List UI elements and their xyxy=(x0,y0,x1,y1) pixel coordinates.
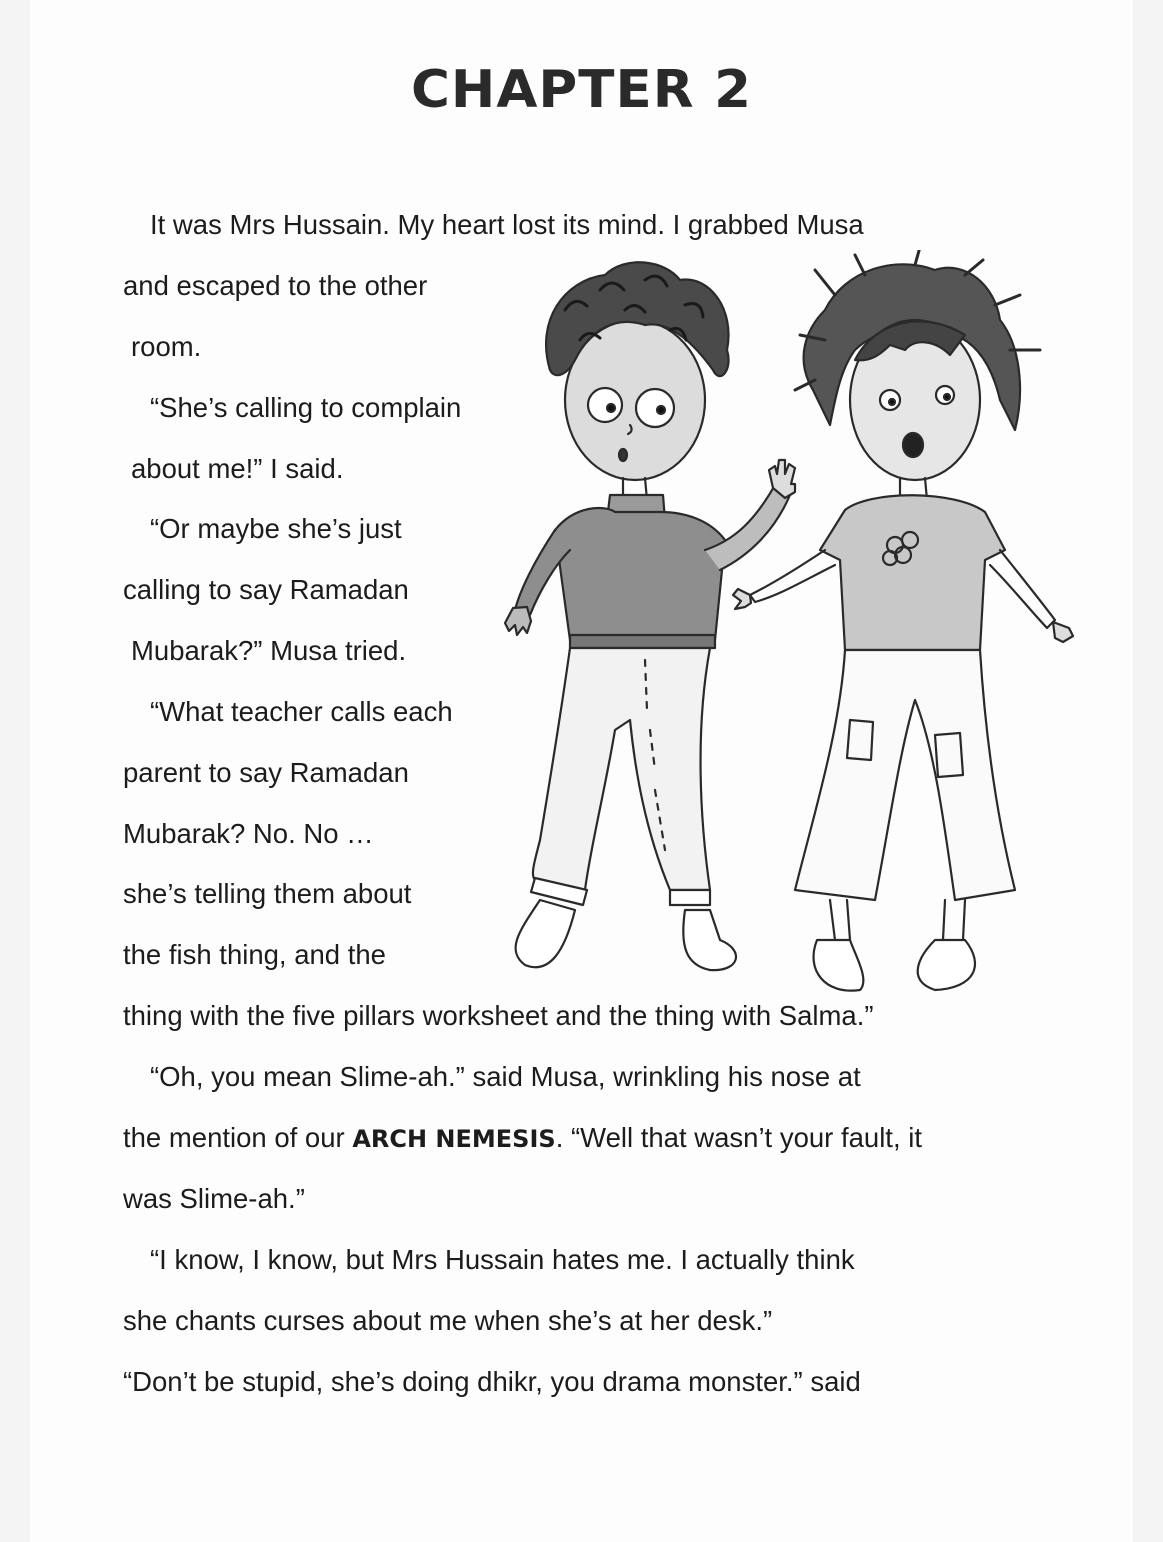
two-children-illustration xyxy=(495,250,1085,1000)
text-line: “What teacher calls each xyxy=(150,696,453,727)
text-line: “Don’t be stupid, she’s doing dhikr, you drama monster.” said xyxy=(123,1366,861,1397)
text-line: It was Mrs Hussain. My heart lost its mind. I grabbed Musa xyxy=(150,209,864,240)
text-line: she’s telling them about xyxy=(123,878,412,909)
text-line: about me!” I said. xyxy=(131,453,344,484)
text-line: parent to say Ramadan xyxy=(123,757,409,788)
text-segment: the mention of our xyxy=(123,1122,353,1153)
text-line: calling to say Ramadan xyxy=(123,574,409,605)
text-line: Mubarak? No. No … xyxy=(123,818,374,849)
boy-figure xyxy=(505,262,795,970)
text-line: “She’s calling to complain xyxy=(150,392,462,423)
text-line: Mubarak?” Musa tried. xyxy=(131,635,407,666)
arch-nemesis-emphasis: ARCH NEMESIS xyxy=(352,1125,556,1153)
girl-figure xyxy=(733,250,1073,991)
chapter-title: CHAPTER 2 xyxy=(410,60,753,120)
text-line: “Oh, you mean Slime-ah.” said Musa, wrinkling his nose at xyxy=(150,1061,861,1092)
text-line: thing with the five pillars worksheet and the thing with Salma.” xyxy=(123,1000,874,1031)
text-line: “I know, I know, but Mrs Hussain hates me. I actually think xyxy=(150,1244,855,1275)
text-line: “Or maybe she’s just xyxy=(150,513,402,544)
text-line: room. xyxy=(131,331,202,362)
text-line: she chants curses about me when she’s at her desk.” xyxy=(123,1305,773,1336)
text-segment: . “Well that wasn’t your fault, it xyxy=(555,1122,922,1153)
text-line: was Slime-ah.” xyxy=(123,1183,305,1214)
text-line: the fish thing, and the xyxy=(123,939,386,970)
text-line: and escaped to the other xyxy=(123,270,428,301)
text-line-with-emphasis xyxy=(123,1121,922,1156)
